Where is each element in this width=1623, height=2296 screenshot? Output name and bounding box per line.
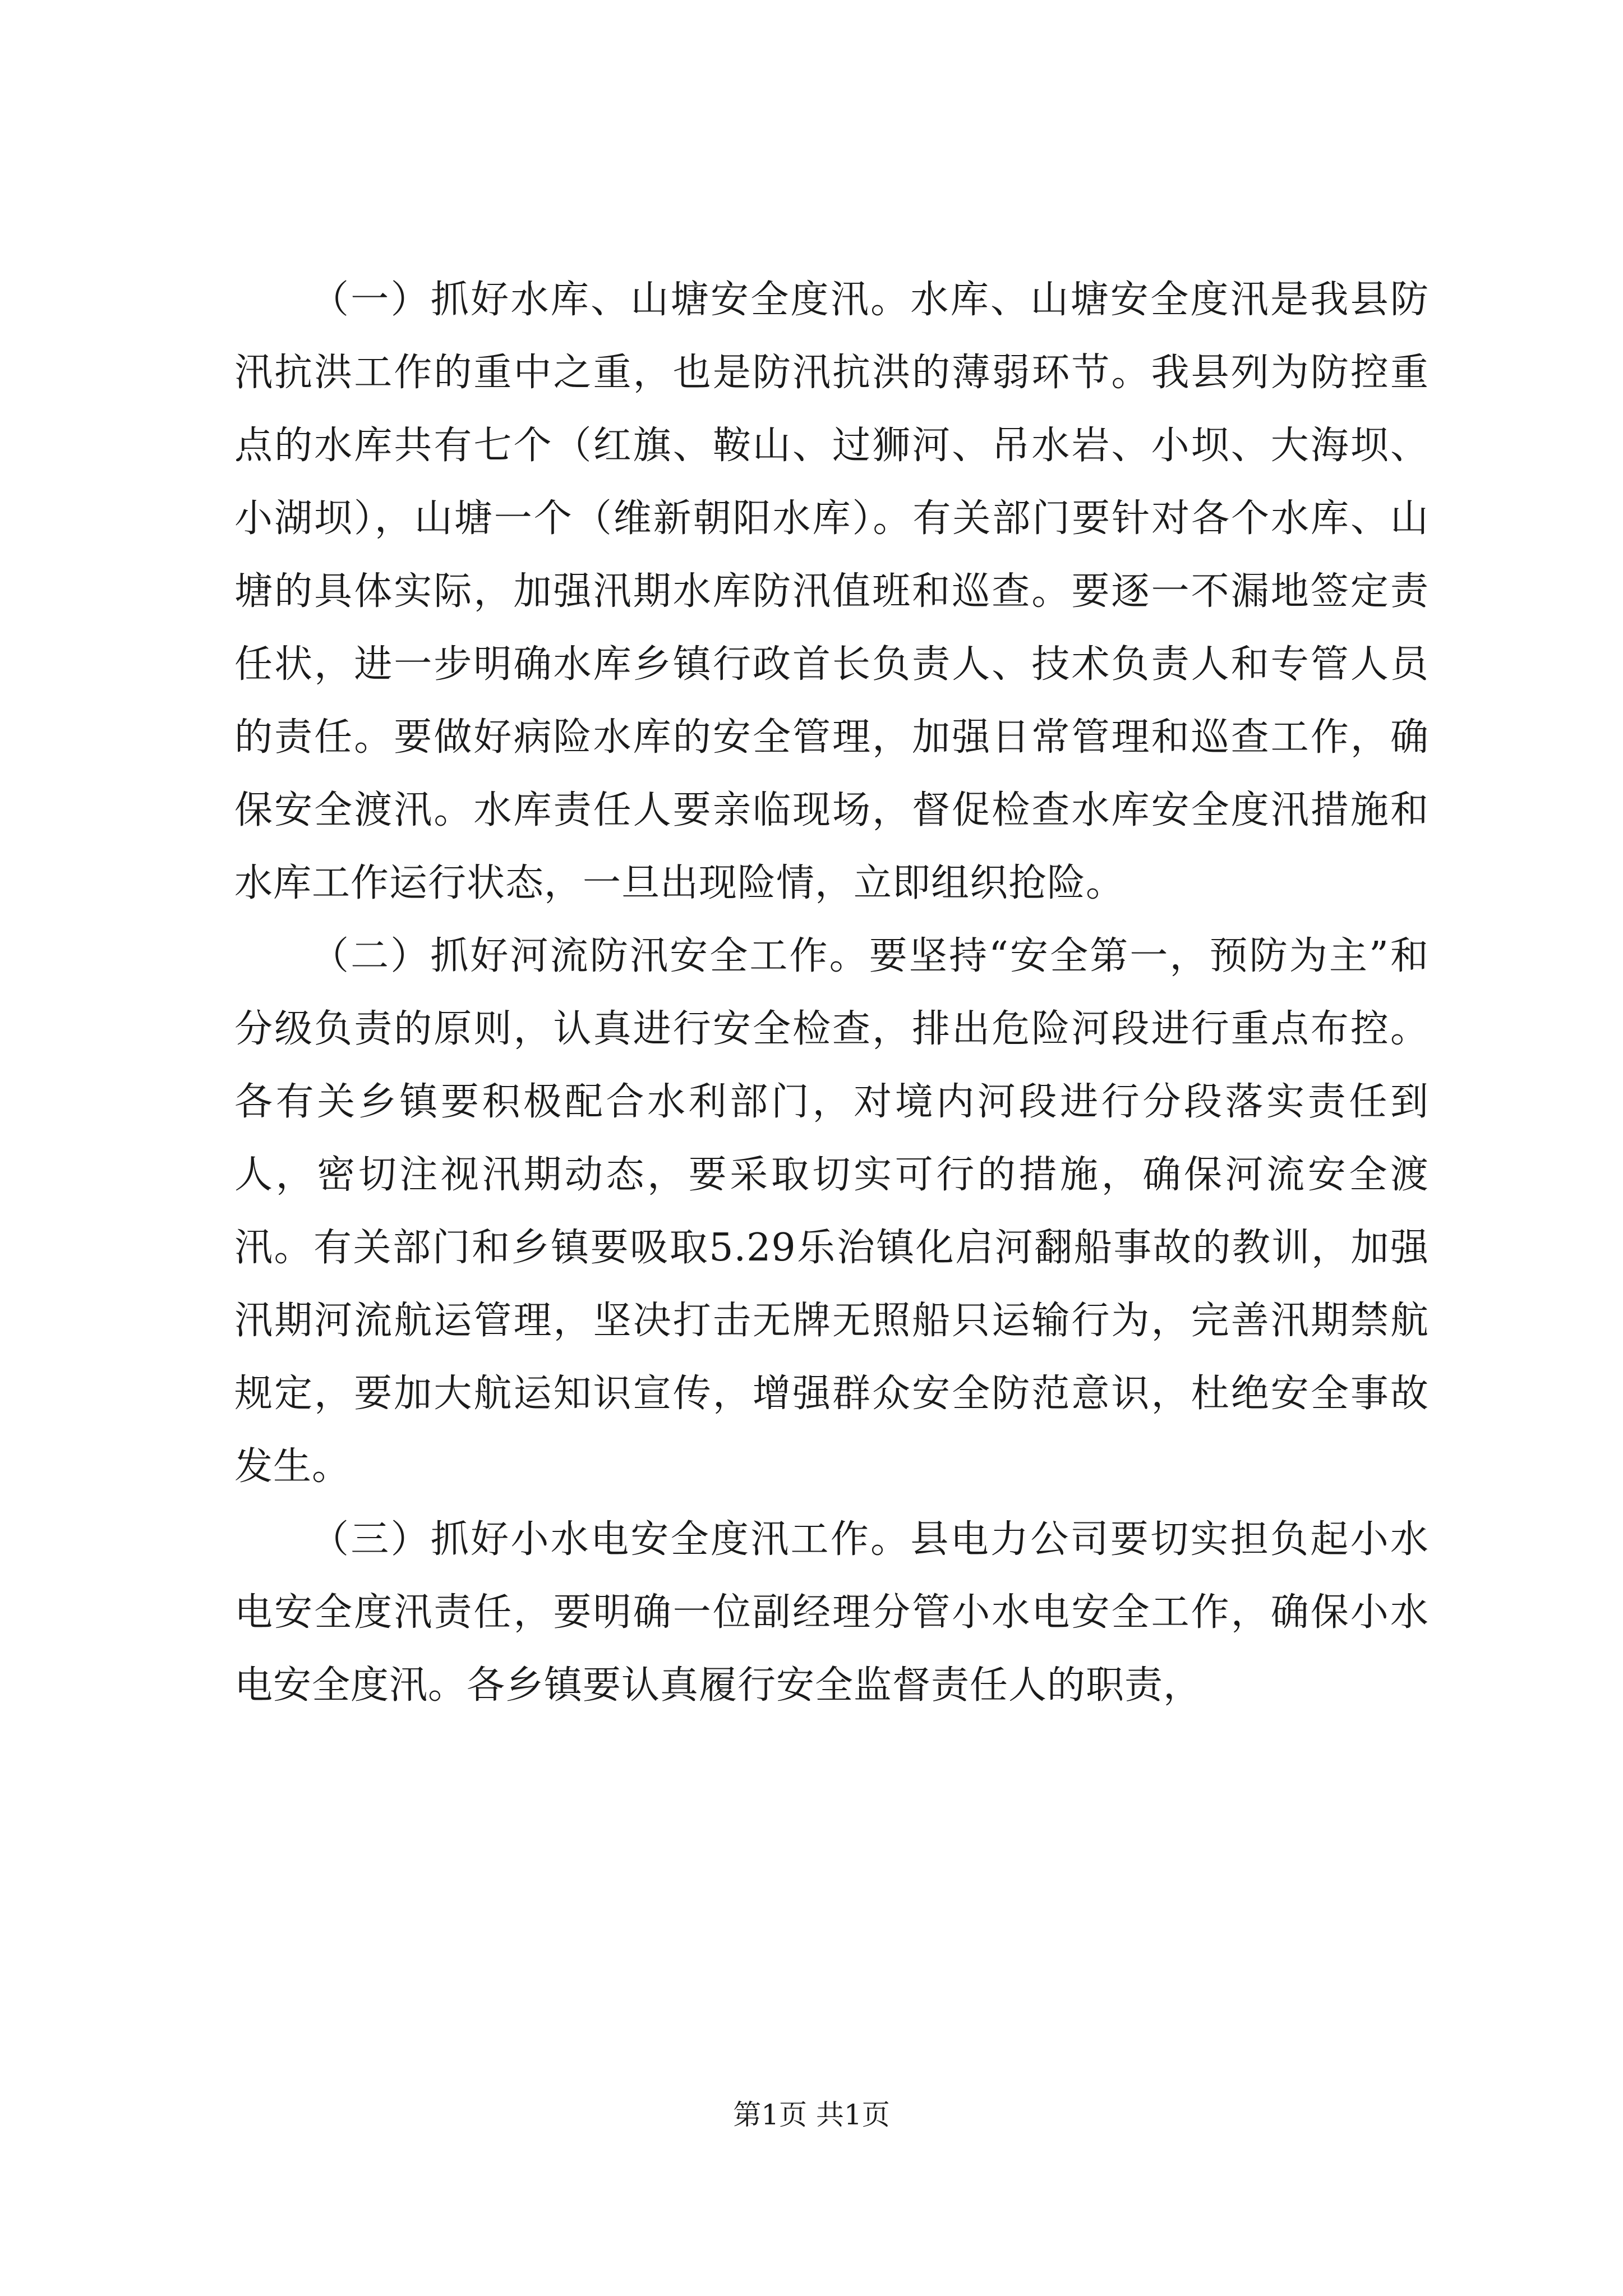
paragraph-reservoir-safety: （一）抓好水库、山塘安全度汛。水库、山塘安全度汛是我县防汛抗洪工作的重中之重，也是防汛抗洪的薄弱环节。我县列为防控重点的水库共有七个（红旗、鞍山、过狮河、吊水岩、小坝、大海坝、小湖坝），山塘一个（维新朝阳水库）。有关部门要针对各个水库、山塘的具体实际，加强汛期水库防汛值班和巡查。要逐一不漏地签定责任状，进一步明确水库乡镇行政首长负责人、技术负责人和专管人员的责任。要做好病险水库的安全管理，加强日常管理和巡查工作，确保安全渡汛。水库责任人要亲临现场，督促检查水库安全度汛措施和水库工作运行状态，一旦出现险情，立即组织抢险。	[234, 278, 1429, 905]
paragraph-hydropower-safety: （三）抓好小水电安全度汛工作。县电力公司要切实担负起小水电安全度汛责任，要明确一位副经理分管小水电安全工作，确保小水电安全度汛。各乡镇要认真履行安全监督责任人的职责，	[234, 1517, 1429, 1708]
page-number-footer: 第1页 共1页	[733, 2099, 890, 2131]
document-body	[234, 264, 1429, 1722]
paragraph-river-safety: （二）抓好河流防汛安全工作。要坚持“安全第一，预防为主”和分级负责的原则，认真进行安全检查，排出危险河段进行重点布控。各有关乡镇要积极配合水利部门，对境内河段进行分段落实责任到人，密切注视汛期动态，要采取切实可行的措施，确保河流安全渡汛。有关部门和乡镇要吸取5.29乐治镇化启河翻船事故的教训，加强汛期河流航运管理，坚决打击无牌无照船只运输行为，完善汛期禁航规定，要加大航运知识宣传，增强群众安全防范意识，杜绝安全事故发生。	[234, 934, 1429, 1489]
